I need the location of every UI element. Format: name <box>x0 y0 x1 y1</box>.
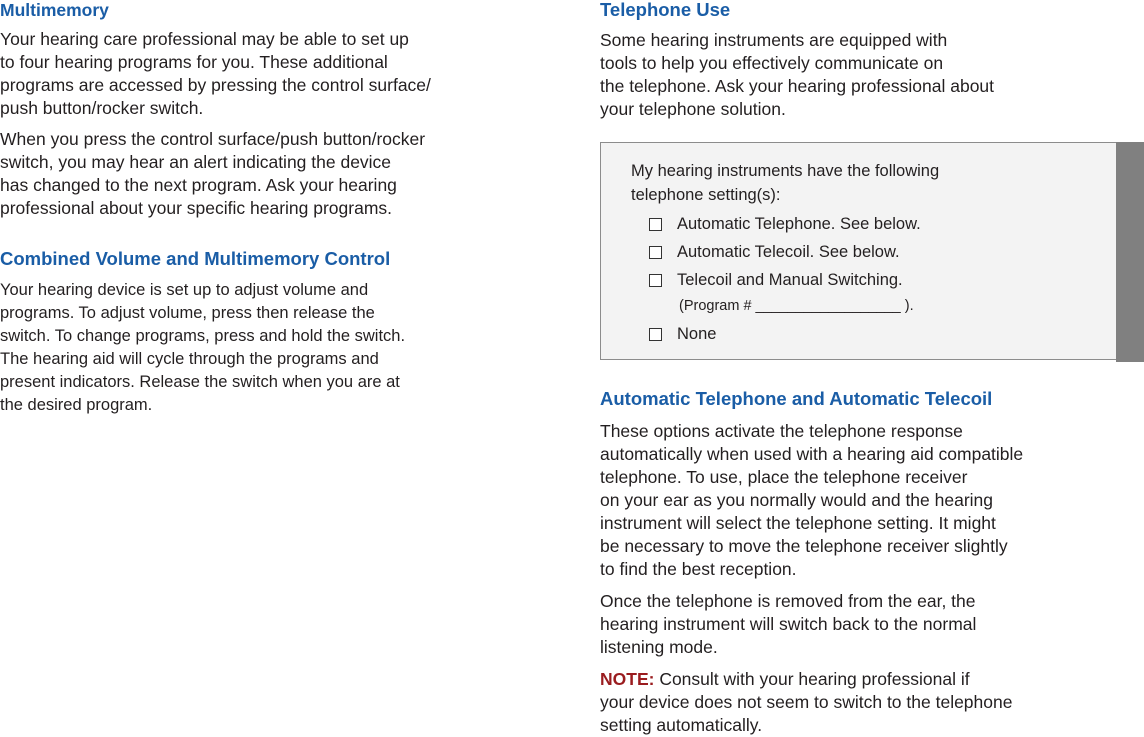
text-line: has changed to the next program. Ask your hearing <box>0 175 397 195</box>
multimemory-paragraph-1 <box>0 28 490 120</box>
note-paragraph <box>600 668 1140 737</box>
box-intro <box>631 159 939 207</box>
text-line: your telephone solution. <box>600 99 786 119</box>
text-line: telephone setting(s): <box>631 186 781 204</box>
text-line: programs are accessed by pressing the control surface/ <box>0 75 431 95</box>
text-line: the telephone. Ask your hearing professional about <box>600 76 995 96</box>
text-line: the desired program. <box>0 396 153 414</box>
option-label: Automatic Telecoil. See below. <box>677 243 900 261</box>
option-telecoil-manual[interactable] <box>649 270 903 290</box>
multimemory-paragraph-2 <box>0 128 490 220</box>
multimemory-heading: Multimemory <box>0 0 109 20</box>
option-label: Automatic Telephone. See below. <box>677 215 921 233</box>
text-line: When you press the control surface/push button/rocker <box>0 129 426 149</box>
text-line: to find the best reception. <box>600 559 797 579</box>
text-line: instrument will select the telephone setting. It might <box>600 513 996 533</box>
option-label: Telecoil and Manual Switching. <box>677 271 903 289</box>
telephone-use-heading: Telephone Use <box>600 0 731 20</box>
combined-control-paragraph <box>0 279 490 417</box>
box-side-bar <box>1116 142 1144 362</box>
text-line: automatically when used with a hearing aid compatible <box>600 444 1024 464</box>
telephone-settings-box <box>600 142 1116 360</box>
text-line: My hearing instruments have the following <box>631 162 940 180</box>
note-text: Consult with your hearing professional if <box>654 669 970 689</box>
text-line: Once the telephone is removed from the ear, the <box>600 591 976 611</box>
text-line: on your ear as you normally would and the hearing <box>600 490 994 510</box>
text-line: Some hearing instruments are equipped with <box>600 30 948 50</box>
text-line: Your hearing device is set up to adjust volume and <box>0 281 369 299</box>
text-line <box>600 668 1140 691</box>
text-line: professional about your specific hearing programs. <box>0 198 393 218</box>
text-line: These options activate the telephone response <box>600 421 963 441</box>
text-line: programs. To adjust volume, press then release the <box>0 304 375 322</box>
text-line: setting automatically. <box>600 715 763 735</box>
auto-telephone-paragraph-2 <box>600 590 1140 659</box>
option-automatic-telephone[interactable] <box>649 214 921 234</box>
text-line: be necessary to move the telephone receiver slightly <box>600 536 1008 556</box>
auto-telephone-paragraph-1 <box>600 420 1140 581</box>
text-line: to four hearing programs for you. These additional <box>0 52 388 72</box>
text-line: Your hearing care professional may be able to set up <box>0 29 409 49</box>
checkbox[interactable] <box>649 246 662 259</box>
text-line: listening mode. <box>600 637 718 657</box>
text-line: hearing instrument will switch back to the normal <box>600 614 977 634</box>
text-line: telephone. To use, place the telephone receiver <box>600 467 968 487</box>
telephone-use-paragraph <box>600 29 1100 121</box>
text-line: your device does not seem to switch to the telephone <box>600 692 1013 712</box>
auto-telephone-heading: Automatic Telephone and Automatic Telecoil <box>600 388 993 409</box>
program-number-line: (Program # __________________ ). <box>679 298 914 314</box>
text-line: present indicators. Release the switch when you are at <box>0 373 400 391</box>
text-line: switch, you may hear an alert indicating the device <box>0 152 392 172</box>
combined-control-heading: Combined Volume and Multimemory Control <box>0 248 391 269</box>
option-label: None <box>677 325 717 343</box>
text-line: switch. To change programs, press and hold the switch. <box>0 327 406 345</box>
text-line: push button/rocker switch. <box>0 98 204 118</box>
checkbox[interactable] <box>649 274 662 287</box>
text-line: The hearing aid will cycle through the programs and <box>0 350 379 368</box>
text-line: tools to help you effectively communicate on <box>600 53 944 73</box>
option-automatic-telecoil[interactable] <box>649 242 900 262</box>
note-label: NOTE: <box>600 669 655 689</box>
checkbox[interactable] <box>649 218 662 231</box>
option-none[interactable] <box>649 324 716 344</box>
checkbox[interactable] <box>649 328 662 341</box>
